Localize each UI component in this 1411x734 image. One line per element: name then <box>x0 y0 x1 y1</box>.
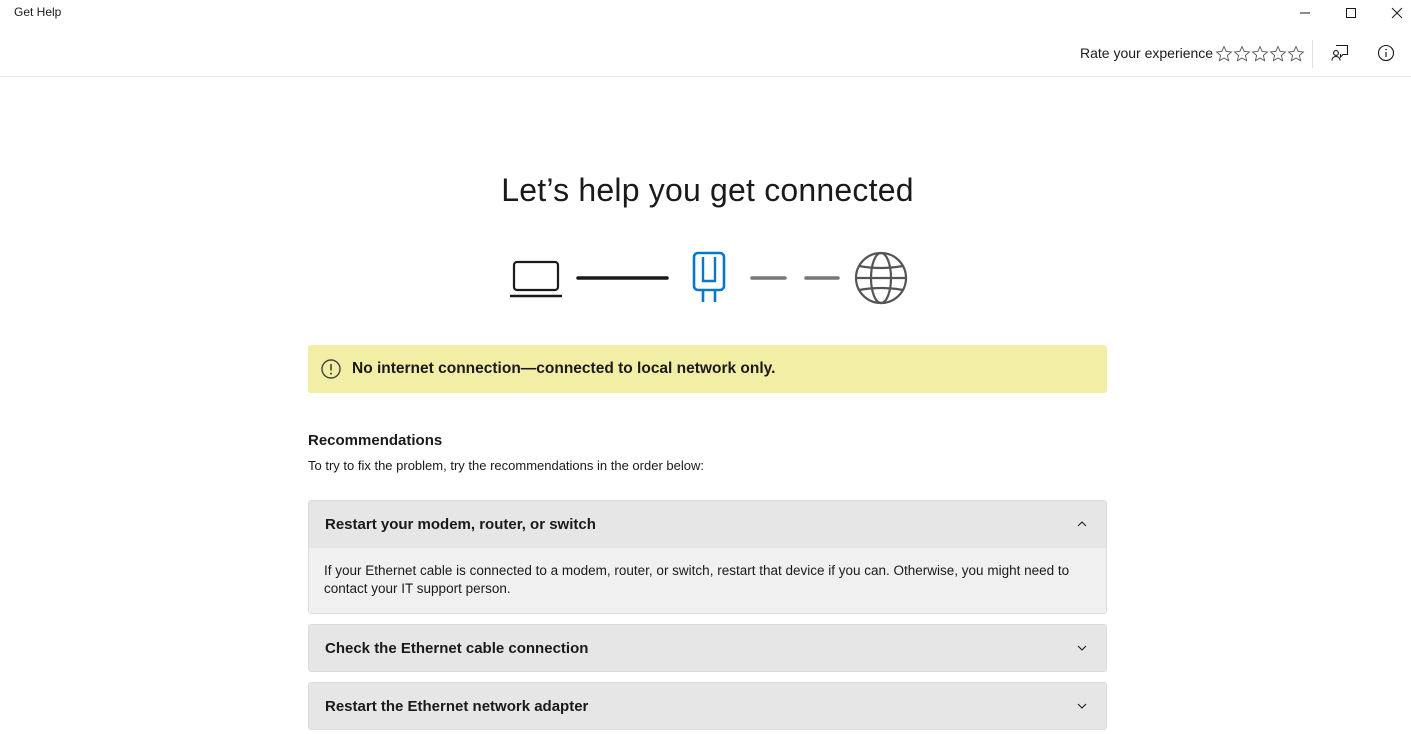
star-icon[interactable] <box>1251 44 1269 64</box>
star-icon[interactable] <box>1215 44 1233 64</box>
close-button[interactable] <box>1374 0 1411 26</box>
info-button[interactable] <box>1372 40 1400 66</box>
close-icon <box>1391 7 1403 19</box>
chevron-up-icon <box>1074 516 1090 532</box>
star-icon[interactable] <box>1287 44 1305 64</box>
app-title: Get Help <box>14 5 62 19</box>
star-icon[interactable] <box>1233 44 1251 64</box>
ethernet-port-icon <box>694 253 724 302</box>
recommendations-title: Recommendations <box>308 432 443 449</box>
rate-experience-label: Rate your experience <box>1080 45 1214 61</box>
accordion-header[interactable] <box>309 683 1106 729</box>
title-bar <box>0 0 1411 30</box>
feedback-icon <box>1330 43 1350 63</box>
warning-circle-icon <box>320 358 342 380</box>
recommendations-subtitle: To try to fix the problem, try the recommendations in the order below: <box>308 458 704 473</box>
status-text: No internet connection—connected to local network only. <box>352 360 776 377</box>
page-heading: Let’s help you get connected <box>501 172 914 208</box>
recommendation-item <box>308 624 1107 672</box>
recommendation-item <box>308 682 1107 730</box>
maximize-icon <box>1345 7 1357 19</box>
chevron-down-icon <box>1074 698 1090 714</box>
info-icon <box>1377 44 1395 62</box>
recommendation-title: Check the Ethernet cable connection <box>325 639 589 657</box>
chevron-down-icon <box>1074 640 1090 656</box>
toolbar-divider <box>1312 40 1313 68</box>
feedback-button[interactable] <box>1326 40 1354 66</box>
recommendation-title: Restart your modem, router, or switch <box>325 515 596 533</box>
accordion-header[interactable] <box>309 625 1106 671</box>
accordion-header[interactable] <box>309 501 1106 547</box>
recommendation-title: Restart the Ethernet network adapter <box>325 697 589 715</box>
recommendation-body: If your Ethernet cable is connected to a modem, router, or switch, restart that device if you can. Otherwise, you might need to contact your IT support person. <box>309 547 1106 613</box>
toolbar <box>0 30 1411 77</box>
globe-icon <box>856 253 906 303</box>
status-banner <box>308 345 1107 393</box>
star-icon[interactable] <box>1269 44 1287 64</box>
recommendation-item <box>308 500 1107 614</box>
maximize-button[interactable] <box>1328 0 1374 26</box>
minimize-button[interactable] <box>1282 0 1328 26</box>
star-rating[interactable] <box>1215 44 1305 64</box>
minimize-icon <box>1299 7 1311 19</box>
laptop-icon <box>510 262 562 296</box>
